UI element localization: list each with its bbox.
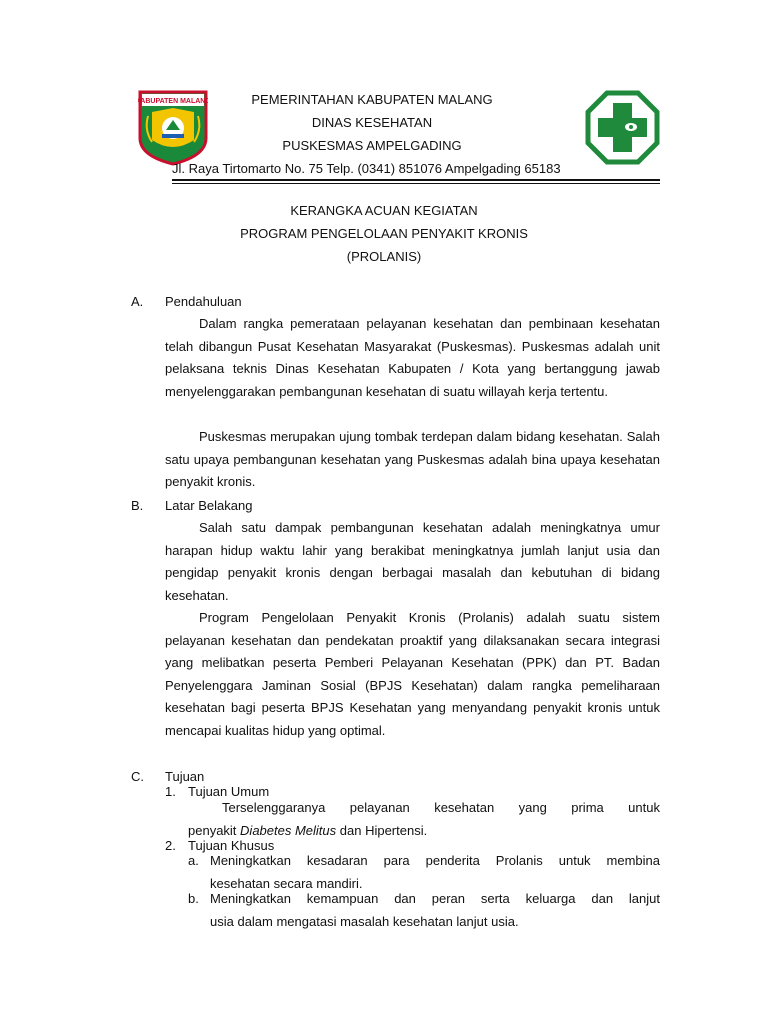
section-a-p1-text: Dalam rangka pemerataan pelayanan kesehatan dan pembinaan kesehatan telah dibangun Pusat Kesehatan Masyarakat (Puskesmas). Puskesmas adalah unit pelaksana teknis Dinas Kesehatan Kabupaten / Kota yang bertanggung jawab menyelenggarakan pembangunan kesehatan di suatu willayah kerja tertentu. xyxy=(165,316,660,399)
item-2-label: Tujuan Khusus xyxy=(188,838,275,853)
header-rule-thick xyxy=(172,179,660,181)
section-c-letter: C. xyxy=(131,769,144,784)
doc-title-line-1: KERANGKA ACUAN KEGIATAN xyxy=(290,203,478,218)
svg-text:KABUPATEN MALANG: KABUPATEN MALANG xyxy=(138,98,208,105)
section-b-heading: Latar Belakang xyxy=(165,498,253,513)
section-c-heading: Tujuan xyxy=(165,769,205,784)
sub-item-b-letter: b. xyxy=(188,891,199,906)
section-b-paragraph-2 xyxy=(165,607,660,742)
sub-item-a-letter: a. xyxy=(188,853,199,868)
sub-item-a-line-2: kesehatan secara mandiri. xyxy=(210,876,363,891)
sub-item-b-line-2: usia dalam mengatasi masalah kesehatan lanjut usia. xyxy=(210,914,519,929)
doc-title-line-2: PROGRAM PENGELOLAAN PENYAKIT KRONIS xyxy=(240,226,528,241)
section-b-paragraph-1 xyxy=(165,517,660,607)
item-1-label: Tujuan Umum xyxy=(188,784,270,799)
section-b-letter: B. xyxy=(131,498,144,513)
item-1-text-suffix: dan Hipertensi. xyxy=(336,823,428,838)
puskesmas-logo xyxy=(585,90,660,165)
sub-item-b-line-1: Meningkatkan kemampuan dan peran serta keluarga dan lanjut xyxy=(210,891,660,906)
header-line-1: PEMERINTAHAN KABUPATEN MALANG xyxy=(251,92,493,107)
item-1-text-line-2 xyxy=(188,823,427,838)
section-b-p2-text: Program Pengelolaan Penyakit Kronis (Prolanis) adalah suatu sistem pelayanan kesehatan dan pendekatan proaktif yang dilaksanakan secara integrasi yang melibatkan peserta Pemberi Pelayanan Kesehatan (PPK) dan PT. Badan Penyelenggara Jaminan Sosial (BPJS Kesehatan) dalam rangka pemeliharaan kesehatan bagi peserta BPJS Kesehatan yang menyandang penyakit kronis untuk mencapai kualitas hidup yang optimal. xyxy=(165,610,660,738)
section-a-paragraph-2 xyxy=(165,426,660,494)
header-rule-thin xyxy=(172,183,660,184)
section-a-heading: Pendahuluan xyxy=(165,294,242,309)
item-2-number: 2. xyxy=(165,838,176,853)
item-1-text-italic: Diabetes Melitus xyxy=(240,823,337,838)
header-line-2: DINAS KESEHATAN xyxy=(311,115,433,130)
section-b-p1-text: Salah satu dampak pembangunan kesehatan adalah meningkatnya umur harapan hidup waktu lahir yang berakibat meningkatnya jumlah lanjut usia dan pengidap penyakit kronis dengan berbagai masalah dan kebutuhan di bidang kesehatan. xyxy=(165,520,660,603)
header-line-3: PUSKESMAS AMPELGADING xyxy=(282,138,462,153)
header-address: Jl. Raya Tirtomarto No. 75 Telp. (0341) 851076 Ampelgading 65183 xyxy=(172,161,561,176)
section-a-paragraph-1 xyxy=(165,313,660,403)
section-a-letter: A. xyxy=(131,294,144,309)
section-a-p2-text: Puskesmas merupakan ujung tombak terdepan dalam bidang kesehatan. Salah satu upaya pembangunan kesehatan yang Puskesmas adalah bina upaya kesehatan penyakit kronis. xyxy=(165,429,660,489)
item-1-number: 1. xyxy=(165,784,176,799)
item-1-text-prefix: penyakit xyxy=(188,823,241,838)
doc-title-line-3: (PROLANIS) xyxy=(346,249,422,264)
item-1-text-line-1: Terselenggaranya pelayanan kesehatan yang prima untuk xyxy=(222,800,660,815)
sub-item-a-line-1: Meningkatkan kesadaran para penderita Prolanis untuk membina xyxy=(210,853,660,868)
